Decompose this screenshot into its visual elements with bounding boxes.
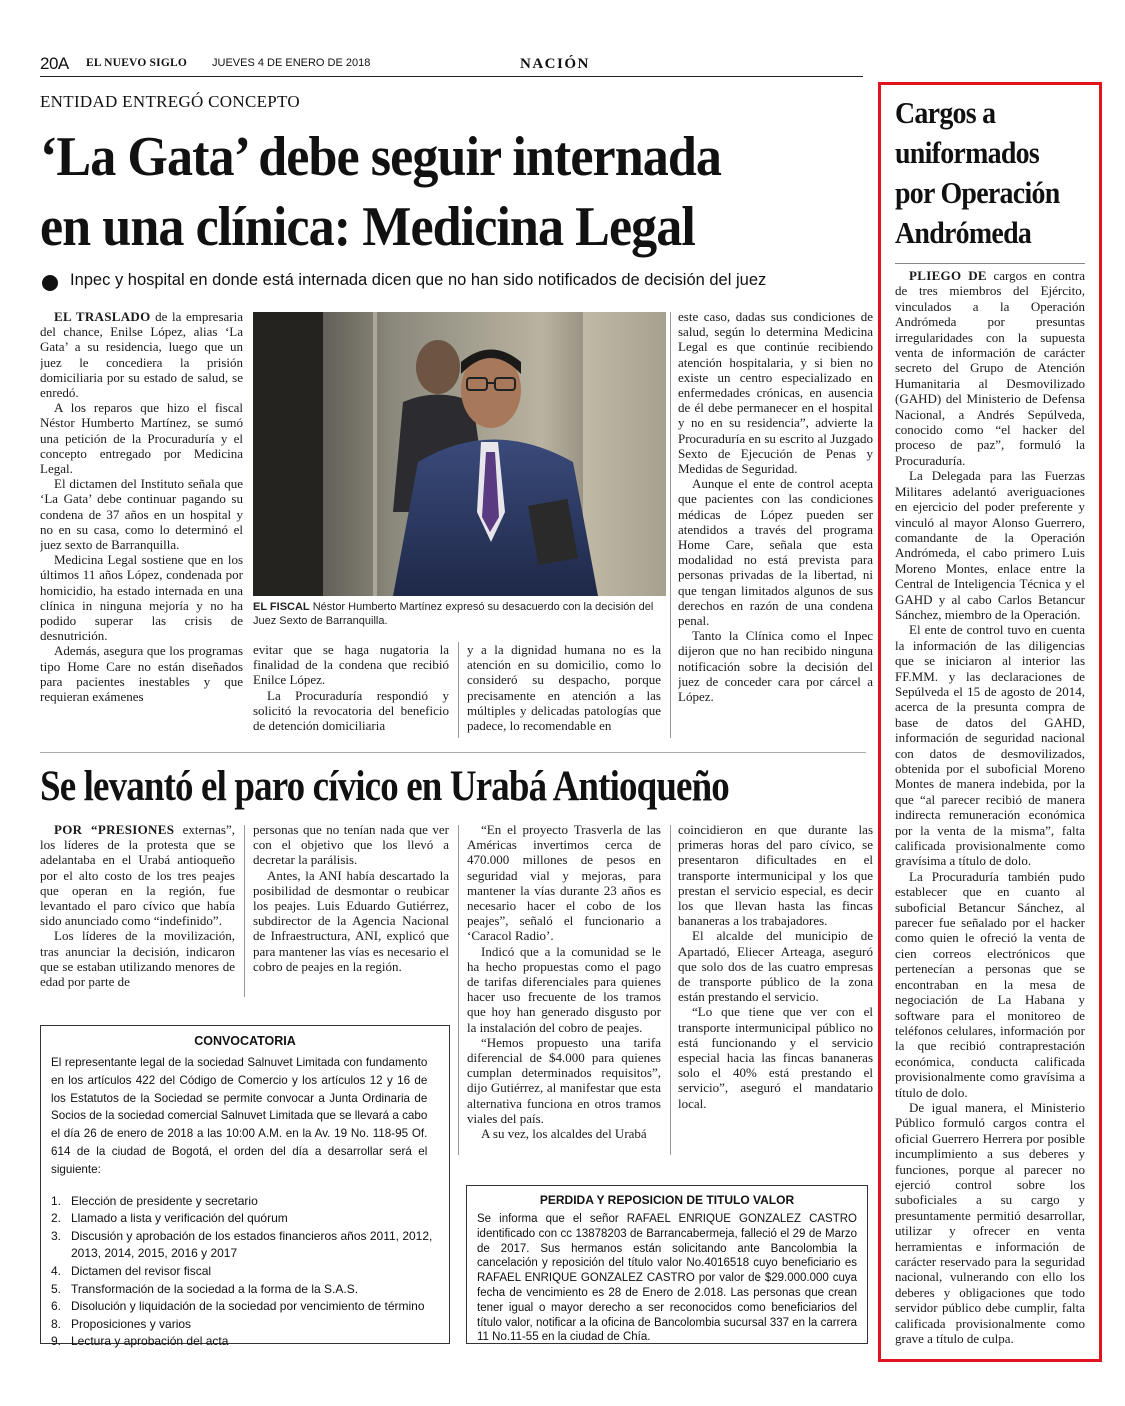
agenda-item-number: 8. <box>51 1316 62 1331</box>
perdida-ad <box>466 1185 868 1344</box>
agenda-item-number: 4. <box>51 1263 62 1278</box>
agenda-item <box>51 1333 439 1351</box>
convocatoria-title: CONVOCATORIA <box>194 1034 296 1048</box>
header-rule <box>40 76 863 77</box>
main-col-2: evitar que se haga nugatoria la finalidad de la condena que recibió Enilce López. La Procuraduría respondió y solicitó la revocatoria del beneficio de detención domiciliaria <box>253 642 449 734</box>
main-lead: EL TRASLADO <box>54 309 151 324</box>
main-headline-line-1: ‘La Gata’ debe seguir internada <box>40 126 721 188</box>
sidebar-headline: Cargos a uniformados por Operación Andrómeda <box>895 95 1060 250</box>
main-col-3: y a la dignidad humana no es la atención en su domicilio, como lo consideró su despacho, porque precisamente en atención a las múltiples y delicadas patologías que padece, lo recomendable en <box>467 642 661 734</box>
fiscal-photo-illustration <box>253 312 666 596</box>
agenda-item <box>51 1263 439 1281</box>
agenda-item-text: 2013, 2014, 2015, 2016 y 2017 <box>71 1246 238 1261</box>
agenda-item-text: Transformación de la sociedad a la forma de la S.A.S. <box>71 1281 359 1296</box>
second-col-divider-2 <box>458 825 459 1155</box>
convocatoria-ad <box>40 1025 450 1349</box>
agenda-item-text: Proposiciones y varios <box>71 1316 192 1331</box>
main-headline <box>40 122 812 262</box>
agenda-item <box>51 1281 439 1299</box>
main-col-divider-1 <box>458 642 459 738</box>
perdida-title: PERDIDA Y REPOSICION DE TITULO VALOR <box>539 1193 795 1207</box>
photo-caption: EL FISCAL Néstor Humberto Martínez expresó su desacuerdo con la decisión del Juez Sexto de Barranquilla. <box>253 601 654 627</box>
agenda-item-number: 9. <box>51 1334 62 1349</box>
second-lead: POR “PRESIONES <box>54 822 175 837</box>
bullet-icon <box>42 275 58 291</box>
section-name: NACIÓN <box>520 56 590 72</box>
agenda-item <box>51 1228 439 1246</box>
story-kicker: ENTIDAD ENTREGÓ CONCEPTO <box>40 92 300 111</box>
agenda-item-text: Llamado a lista y verificación del quórum <box>71 1211 288 1226</box>
agenda-item <box>51 1245 439 1263</box>
main-headline-line-2: en una clínica: Medicina Legal <box>40 196 695 258</box>
agenda-item-number: 5. <box>51 1281 62 1296</box>
agenda-item-number: 6. <box>51 1299 62 1314</box>
fiscal-photo <box>253 312 666 596</box>
subhead-text: Inpec y hospital en donde está internada dicen que no han sido notificados de decisión del juez <box>70 271 767 289</box>
agenda-item-number: 3. <box>51 1228 62 1243</box>
photo-caption-lead: EL FISCAL <box>253 601 310 613</box>
second-col-3: “En el proyecto Trasverla de las Américas invertimos cerca de 470.000 millones de pesos en seguridad vial y mejoras, para mantener la vías durante 23 años es necesario hacer el cobo de los peajes”, señaló el funcionario a ‘Caracol Radio’. Indicó que a la comunidad se le ha hecho propuestas como el pago de tarifas diferenciales para quienes hacer uso frecuente de los tramos que hoy han generado disgusto por la instalación del cobro de peajes. “Hemos propuesto una tarifa diferencial de $4.000 para quienes cumplan determinados requisitos”, dijo Gutiérrez, al manifestar que esta alternativa funciona en otros tramos viales del país. A su vez, los alcaldes del Urabá <box>467 822 661 1142</box>
second-col-2: personas que no tenían nada que ver con el objetivo que los llevó a decretar la parálisis. Antes, la ANI había descartado la posibilidad de desmontar o reubicar los peajes. Luis Eduardo Gutiérrez, subdirector de la Agencia Nacional de Infraestructura, ANI, explicó que para mantener las vías es necesario el cobro de peajes en la región. <box>253 822 449 974</box>
agenda-item-text: Elección de presidente y secretario <box>71 1193 258 1208</box>
second-col-1: POR “PRESIONES externas”, los líderes de la protesta que se adelantaba en el Urabá antioqueño por el alto costo de los tres peajes que operan en la región, fue levantado el paro cívico que había sido anunciado como “indefinido”. Los líderes de la movilización, tras anunciar la decisión, indicaron que se estaban utilizando menores de edad por parte de <box>40 822 235 990</box>
second-col-4: coincidieron en que durante las primeras horas del paro cívico, se presentaron dificultades en el transporte intermunicipal y los que prestan el servicio especial, es decir los que llevan hasta las fincas bananeras a los trabajadores. El alcalde del municipio de Apartadó, Eliecer Arteaga, aseguró que solo dos de las cuatro empresas de transporte público de la zona están prestando el servicio. “Lo que tiene que ver con el transporte intermunicipal público no está funcionando y el servicio especial hacia las fincas bananeras solo el 40% está prestando el servicio”, aseguró el mandatario local. <box>678 822 873 1111</box>
agenda-item-text: Discusión y aprobación de los estados financieros años 2011, 2012, <box>71 1228 433 1243</box>
paper-name: EL NUEVO SIGLO <box>86 57 187 69</box>
agenda-item <box>51 1210 439 1228</box>
convocatoria-body: El representante legal de la sociedad Salnuvet Limitada con fundamento en los artículos 422 del Código de Comercio y los artículos 12 y 16 de los Estatutos de la Sociedad se permite convocar a Junta Ordinaria de Socios de la sociedad comercial Salnuvet Limitada que se llevará a cabo el día 26 de enero de 2018 a las 10:00 A.M. en la Av. 19 No. 118-95 Of. 614 de la ciudad de Bogotá, el orden del día a desarrollar será el siguiente: <box>51 1055 428 1176</box>
convocatoria-agenda <box>51 1193 439 1351</box>
story-separator <box>40 752 866 753</box>
second-col-divider-3 <box>670 825 671 1155</box>
agenda-item-number: 2. <box>51 1211 62 1226</box>
agenda-item <box>51 1316 439 1334</box>
second-headline: Se levantó el paro cívico en Urabá Antioqueño <box>40 763 729 810</box>
agenda-item <box>51 1193 439 1211</box>
agenda-item <box>51 1298 439 1316</box>
subhead <box>42 270 872 294</box>
perdida-body: Se informa que el señor RAFAEL ENRIQUE GONZALEZ CASTRO identificado con cc 13878203 de Barrancabermeja, falleció el 29 de Marzo de 2017. Sus hermanos están solicitando ante Bancolombia la cancelación y reposición del título valor No.4016518 cuyo beneficiario es RAFAEL ENRIQUE GONZALEZ CASTRO por valor de $29.000.000 cuya fecha de vencimiento es 28 de Enero de 2.018. Las personas que crean tener igual o mayor derecho a ser reconocidos como beneficiarios del título valor, notificar a la oficina de Bancolombia sucursal 337 en la carrera 11 No.11-55 en la ciudad de Chía. <box>477 1213 857 1344</box>
issue-date: JUEVES 4 DE ENERO DE 2018 <box>212 57 371 69</box>
agenda-item-number: 1. <box>51 1193 62 1208</box>
page-number: 20A <box>40 54 69 73</box>
sidebar-rule <box>895 263 1085 264</box>
sidebar-box <box>878 82 1102 1362</box>
main-col-4: este caso, dadas sus condiciones de salud, según lo determina Medicina Legal es que continúe recibiendo atención hospitalaria, y si bien no existe un centro especializado en enfermedades crónicas, en ausencia de él debe permanecer en el hospital y no en su residencia”, advierte la Procuraduría en su escrito al Juzgado Sexto de Ejecución de Penas y Medidas de Seguridad. Aunque el ente de control acepta que pacientes con las condiciones médicas de López pueden ser atendidos a través del programa Home Care, señala que esta modalidad no está prevista para personas privadas de la libertad, ni que tengan limitados algunos de sus derechos en razón de una condena penal. Tanto la Clínica como el Inpec dijeron que no han recibido ninguna notificación sobre la decisión del juez de conceder cara por cárcel a López. <box>678 309 873 705</box>
main-col-divider-2 <box>670 312 671 738</box>
agenda-item-text: Disolución y liquidación de la sociedad por vencimiento de término <box>71 1299 425 1314</box>
agenda-item-text: Dictamen del revisor fiscal <box>71 1263 212 1278</box>
agenda-item-text: Lectura y aprobación del acta <box>71 1334 229 1349</box>
sidebar-lead: PLIEGO DE <box>909 268 987 283</box>
second-col-divider-1 <box>244 825 245 997</box>
sidebar-body: PLIEGO DE cargos en contra de tres miembros del Ejército, vinculados a la Operación Andrómeda por presuntas irregularidades con la supuesta venta de información de carácter secreto del Grupo de Atención Humanitaria al Desmovilizado (GAHD) del Ministerio de Defensa Nacional, a Andrés Sepúlveda, conocido como “el hacker del proceso de paz”, formuló la Procuraduría. La Delegada para las Fuerzas Militares adelantó averiguaciones en ejercicio del poder preferente y vinculó al mayor Alonso Guerrero, comandante de la Operación Andrómeda, el cabo primero Luis Moreno Montes, enlace entre la Central de Inteligencia Técnica y el GAHD y al cabo Carlos Betancur Sánchez, miembro de la Operación. El ente de control tuvo en cuenta la información de las diligencias que se iniciaron al interior las FF.MM. y las declaraciones de Sepúlveda el 15 de agosto de 2014, acerca de la presunta compra de base de datos del GAHD, información de seguridad nacional con datos de desmovilizados, obtenida por el suboficial Moreno Montes de manera indebida, por la que “al parecer recibió de manera indirecta remuneración económica por la venta de la misma”, falta calificada provisionalmente como gravísima a título de dolo. La Procuraduría también pudo establecer que en cuanto al suboficial Betancur Sánchez, al parecer fue señalado por el hacker como quien le ofreció la venta de cien correos electrónicos que pertenecían a personas que se encontraban en la mesa de negociación de La Habana y software para el monitoreo de teléfonos celulares, información por la que recibió contraprestación económica, conducta calificada provisionalmente como gravísima a título de dolo. De igual manera, el Ministerio Público formuló cargos contra el oficial Guerrero Herrera por posible incumplimiento a sus deberes y funciones, porque al parecer no ejerció control sobre los suboficiales a su cargo y presuntamente permitió desarrollar, utilizar y ofrecer en venta herramientas e información de carácter reservado para la seguridad nacional, vulnerando con ello los deberes y obligaciones que todo servidor público debe cumplir, falta calificada provisionalmente como grave a título de culpa. <box>895 268 1085 1347</box>
page-header <box>40 54 1102 76</box>
main-col-1: EL TRASLADO de la empresaria del chance, Enilse López, alias ‘La Gata’ a su residencia, luego que un juez le concediera la prisión domiciliaria por su estado de salud, se enredó. A los reparos que hizo el fiscal Néstor Humberto Martínez, se sumó una petición de la Procuraduría y el concepto entregado por Medicina Legal. El dictamen del Instituto señala que ‘La Gata’ debe continuar pagando su condena de 37 años en un hospital y no en su casa, como lo determinó el juez sexto de Barranquilla. Medicina Legal sostiene que en los últimos 11 años López, condenada por homicidio, ha estado internada en una clínica in ninguna mejoría y no ha podido superar las crisis de desnutrición. Además, asegura que los programas tipo Home Care no están diseñados para pacientes inestables y que requieran exámenes <box>40 309 243 705</box>
